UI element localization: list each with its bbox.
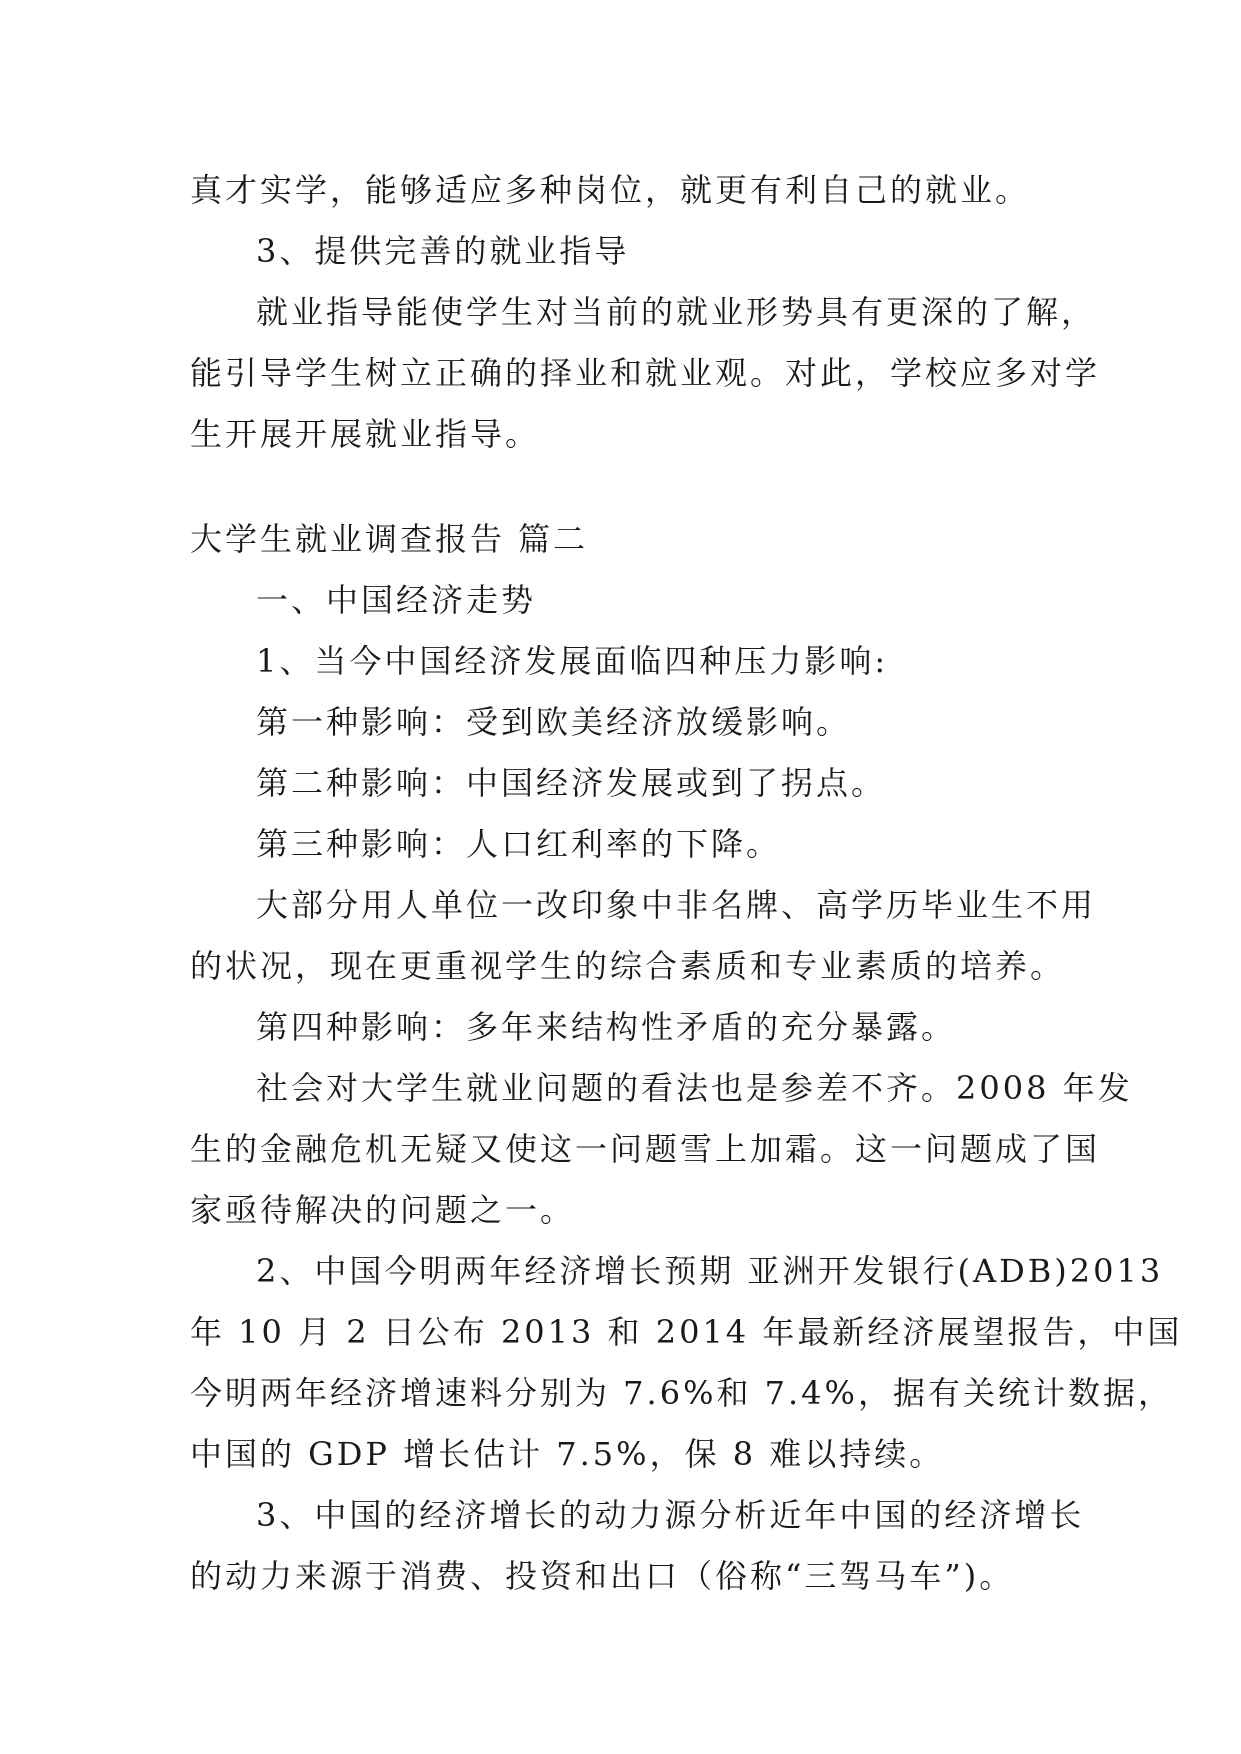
- text-line: 大部分用人单位一改印象中非名牌、高学历毕业生不用: [256, 886, 1097, 924]
- text-line: 的状况，现在更重视学生的综合素质和专业素质的培养。: [190, 947, 1066, 985]
- text-line: 3、中国的经济增长的动力源分析近年中国的经济增长: [256, 1496, 1085, 1534]
- text-line: 生的金融危机无疑又使这一问题雪上加霜。这一问题成了国: [190, 1130, 1101, 1168]
- text-line: 1、当今中国经济发展面临四种压力影响:: [256, 642, 889, 680]
- section-spacer: [190, 465, 1060, 509]
- text-line: 第二种影响：中国经济发展或到了拐点。: [256, 764, 887, 802]
- subsection-heading: 一、中国经济走势: [256, 581, 537, 619]
- text-line: 家亟待解决的问题之一。: [190, 1191, 576, 1229]
- text-line: 社会对大学生就业问题的看法也是参差不齐。2008 年发: [256, 1069, 1133, 1107]
- text-line: 能引导学生树立正确的择业和就业观。对此，学校应多对学: [190, 354, 1101, 392]
- text-line: 今明两年经济增速料分别为 7.6%和 7.4%，据有关统计数据，: [190, 1374, 1173, 1412]
- text-line: 第三种影响：人口红利率的下降。: [256, 825, 782, 863]
- subsection-heading: 3、提供完善的就业指导: [256, 232, 630, 270]
- section-title: 大学生就业调查报告 篇二: [190, 520, 589, 558]
- text-line: 的动力来源于消费、投资和出口（俗称“三驾马车”)。: [190, 1557, 1015, 1595]
- text-line: 第一种影响：受到欧美经济放缓影响。: [256, 703, 852, 741]
- text-line: 真才实学，能够适应多种岗位，就更有利自己的就业。: [190, 171, 1031, 209]
- text-line: 第四种影响：多年来结构性矛盾的充分暴露。: [256, 1008, 957, 1046]
- text-line: 年 10 月 2 日公布 2013 和 2014 年最新经济展望报告，中国: [190, 1313, 1183, 1351]
- text-line: 2、中国今明两年经济增长预期 亚洲开发银行(ADB)2013: [256, 1252, 1164, 1290]
- document-page: [190, 160, 1183, 1607]
- text-line: 生开展开展就业指导。: [190, 415, 541, 453]
- text-line: 中国的 GDP 增长估计 7.5%，保 8 难以持续。: [190, 1435, 945, 1473]
- text-line: 就业指导能使学生对当前的就业形势具有更深的了解，: [256, 293, 1097, 331]
